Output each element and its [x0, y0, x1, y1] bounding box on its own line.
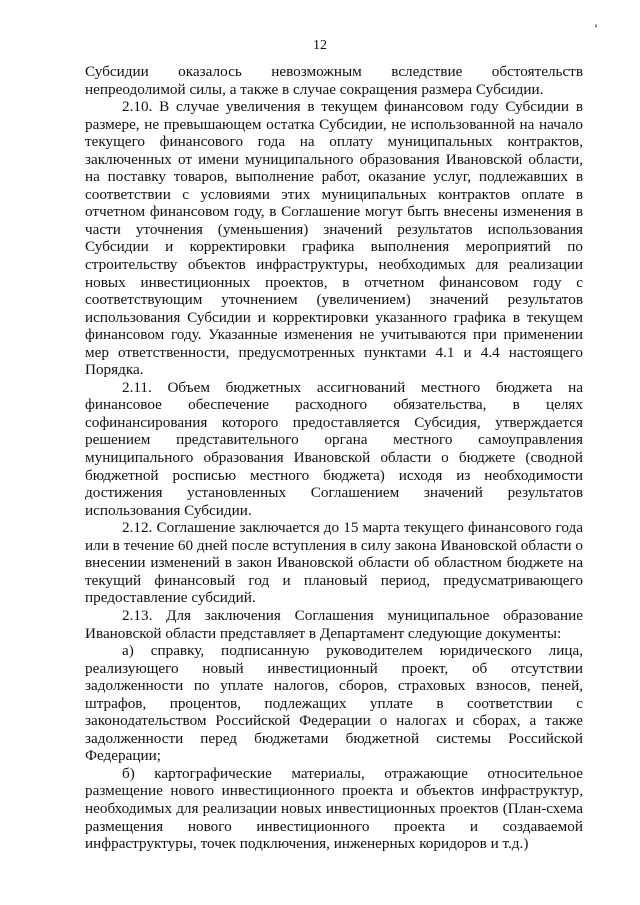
paragraph-2-11: 2.11. Объем бюджетных ассигнований местного бюджета на финансовое обеспечение расходного обязательства, в целях софинансирования которого предоставляется Субсидия, утверждается решением представительного органа местного самоуправления муниципального образования Ивановской области о бюджете (сводной бюджетной росписью местного бюджета) исходя из необходимости достижения установленных Соглашением значений результатов использования Субсидии.: [85, 378, 583, 519]
paragraph-continuation: Субсидии оказалось невозможным вследствие обстоятельств непреодолимой силы, а также в случае сокращения размера Субсидии.: [85, 63, 583, 98]
paragraph-2-12: 2.12. Соглашение заключается до 15 марта текущего финансового года или в течение 60 дней после вступления в силу закона Ивановской области о внесении изменений в закон Ивановской области об областном бюджете на текущий финансовый год и плановый период, предусматривающего предоставление субсидий.: [85, 519, 583, 607]
paragraph-2-13-b: б) картографические материалы, отражающие относительное размещение нового инвестиционного проекта и объектов инфраструктур, необходимых для реализации новых инвестиционных проектов (План-схема размещения нового инвестиционного проекта и создаваемой инфраструктуры, точек подключения, инженерных коридоров и т.д.): [85, 764, 583, 853]
paragraph-2-13: 2.13. Для заключения Соглашения муниципальное образование Ивановской области представляет в Департамент следующие документы:: [85, 606, 583, 642]
corner-mark: ‘: [594, 21, 598, 35]
document-body: [85, 63, 583, 853]
page-number: 12: [313, 38, 327, 53]
paragraph-2-10: 2.10. В случае увеличения в текущем финансовом году Субсидии в размере, не превышающем остатка Субсидии, не использованной на начало текущего финансового года на оплату муниципальных контрактов, заключенных от имени муниципального образования Ивановской области, на поставку товаров, выполнение работ, оказание услуг, подлежавших в соответствии с условиями этих муниципальных контрактов оплате в отчетном финансовом году, в Соглашение могут быть внесены изменения в части уточнения (уменьшения) значений результатов использования Субсидии и корректировки графика выполнения мероприятий по строительству объектов инфраструктуры, необходимых для реализации новых инвестиционных проектов, в отчетном финансовом году с соответствующим уточнением (увеличением) значений результатов использования Субсидии и корректировки указанного графика в текущем финансовом году. Указанные изменения не учитываются при применении мер ответственности, предусмотренных пунктами 4.1 и 4.4 настоящего Порядка.: [85, 98, 583, 379]
paragraph-2-13-a: а) справку, подписанную руководителем юридического лица, реализующего новый инвестиционный проект, об отсутствии задолженности по уплате налогов, сборов, страховых взносов, пеней, штрафов, процентов, подлежащих уплате в соответствии с законодательством Российской Федерации о налогах и сборах, а также задолженности перед бюджетами бюджетной системы Российской Федерации;: [85, 642, 583, 765]
